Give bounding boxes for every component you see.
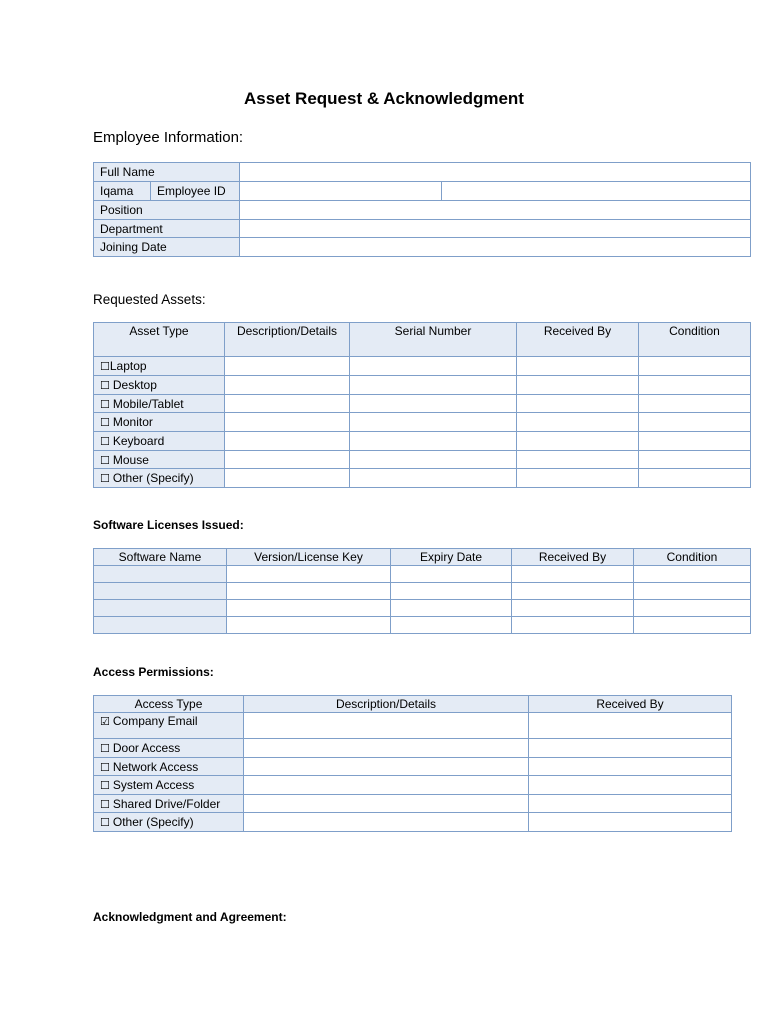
- cell[interactable]: [350, 469, 517, 488]
- cell[interactable]: [350, 432, 517, 451]
- cell[interactable]: [517, 376, 639, 395]
- cell[interactable]: [94, 583, 227, 600]
- asset-keyboard[interactable]: [94, 432, 225, 451]
- col-condition: Condition: [639, 323, 751, 357]
- access-label: Network Access: [112, 759, 199, 774]
- cell[interactable]: [634, 600, 751, 617]
- cell[interactable]: [634, 617, 751, 634]
- iqama-field[interactable]: [240, 182, 442, 201]
- cell[interactable]: [225, 357, 350, 376]
- cell[interactable]: [350, 413, 517, 432]
- cell[interactable]: [244, 758, 529, 776]
- asset-mouse[interactable]: [94, 451, 225, 469]
- cell[interactable]: [512, 583, 634, 600]
- checkbox-icon[interactable]: ☐: [100, 453, 110, 467]
- cell[interactable]: [634, 583, 751, 600]
- cell[interactable]: [350, 357, 517, 376]
- employee-info-table: [93, 162, 751, 257]
- table-row: [94, 617, 751, 634]
- cell[interactable]: [225, 432, 350, 451]
- col-description: Description/Details: [225, 323, 350, 357]
- col-condition: Condition: [634, 549, 751, 566]
- cell[interactable]: [94, 566, 227, 583]
- access-door[interactable]: [94, 739, 244, 758]
- cell[interactable]: [639, 376, 751, 395]
- col-serial-number: Serial Number: [350, 323, 517, 357]
- table-row: [94, 813, 732, 832]
- cell[interactable]: [529, 776, 732, 795]
- access-label: Shared Drive/Folder: [112, 796, 221, 811]
- full-name-field[interactable]: [240, 163, 751, 182]
- table-row: [94, 566, 751, 583]
- cell[interactable]: [227, 617, 391, 634]
- cell[interactable]: [350, 451, 517, 469]
- table-row: [94, 776, 732, 795]
- table-row: [94, 758, 732, 776]
- asset-label: Keyboard: [112, 434, 165, 448]
- cell[interactable]: [512, 600, 634, 617]
- table-row: [94, 469, 751, 488]
- access-permissions-heading: Access Permissions:: [93, 665, 214, 679]
- table-row: [94, 795, 732, 813]
- cell[interactable]: [94, 617, 227, 634]
- access-label: Company Email: [112, 714, 198, 728]
- table-row: [94, 713, 732, 739]
- asset-label: Laptop: [109, 359, 147, 373]
- cell[interactable]: [225, 413, 350, 432]
- col-asset-type: Asset Type: [94, 323, 225, 357]
- cell[interactable]: [227, 566, 391, 583]
- cell[interactable]: [244, 776, 529, 795]
- cell[interactable]: [244, 713, 529, 739]
- cell[interactable]: [225, 469, 350, 488]
- access-system[interactable]: [94, 776, 244, 795]
- checkbox-icon[interactable]: ☐: [100, 435, 110, 448]
- asset-label: Desktop: [112, 378, 157, 392]
- employee-id-field[interactable]: [442, 182, 751, 201]
- iqama-label: Iqama: [94, 182, 151, 201]
- acknowledgment-heading: Acknowledgment and Agreement:: [93, 910, 287, 924]
- cell[interactable]: [227, 583, 391, 600]
- cell[interactable]: [517, 469, 639, 488]
- cell[interactable]: [639, 469, 751, 488]
- col-expiry-date: Expiry Date: [391, 549, 512, 566]
- software-licenses-heading: Software Licenses Issued:: [93, 518, 244, 532]
- col-access-type: Access Type: [94, 696, 244, 713]
- employee-id-label: Employee ID: [151, 182, 240, 201]
- col-description: Description/Details: [244, 696, 529, 713]
- employee-info-heading: Employee Information:: [93, 129, 244, 146]
- access-shared-drive[interactable]: [94, 795, 244, 813]
- col-software-name: Software Name: [94, 549, 227, 566]
- cell[interactable]: [350, 395, 517, 413]
- cell[interactable]: [517, 451, 639, 469]
- cell[interactable]: [517, 395, 639, 413]
- table-row: [94, 376, 751, 395]
- cell[interactable]: [94, 600, 227, 617]
- checkbox-icon[interactable]: ☐: [100, 472, 110, 485]
- access-label: Other (Specify): [112, 815, 194, 829]
- checkbox-icon[interactable]: ☐: [100, 397, 110, 411]
- asset-mobile-tablet[interactable]: [94, 395, 225, 413]
- cell[interactable]: [512, 617, 634, 634]
- cell[interactable]: [225, 451, 350, 469]
- checkbox-icon[interactable]: ☐: [100, 797, 110, 811]
- access-network[interactable]: [94, 758, 244, 776]
- position-field[interactable]: [240, 201, 751, 220]
- col-received-by: Received By: [512, 549, 634, 566]
- cell[interactable]: [529, 713, 732, 739]
- access-permissions-table: [93, 695, 732, 832]
- col-received-by: Received By: [529, 696, 732, 713]
- table-row: [94, 395, 751, 413]
- asset-label: Other (Specify): [112, 471, 194, 485]
- document-title: Asset Request & Acknowledgment: [244, 89, 524, 108]
- cell[interactable]: [391, 583, 512, 600]
- table-row: [94, 583, 751, 600]
- checkbox-checked-icon[interactable]: ☑: [100, 715, 110, 728]
- cell[interactable]: [517, 357, 639, 376]
- cell[interactable]: [639, 357, 751, 376]
- checkbox-icon[interactable]: ☐: [100, 416, 110, 429]
- table-row: [94, 600, 751, 617]
- access-label: System Access: [112, 778, 195, 792]
- col-received-by: Received By: [517, 323, 639, 357]
- checkbox-icon[interactable]: ☐: [100, 760, 110, 774]
- cell[interactable]: [391, 617, 512, 634]
- checkbox-icon[interactable]: ☐: [100, 816, 110, 829]
- cell[interactable]: [639, 451, 751, 469]
- cell[interactable]: [244, 739, 529, 758]
- cell[interactable]: [639, 432, 751, 451]
- cell[interactable]: [512, 566, 634, 583]
- asset-label: Mouse: [112, 452, 149, 467]
- asset-label: Monitor: [112, 415, 153, 429]
- table-row: [94, 739, 732, 758]
- checkbox-icon[interactable]: ☐: [100, 379, 110, 392]
- requested-assets-heading: Requested Assets:: [93, 292, 206, 307]
- col-version-license-key: Version/License Key: [227, 549, 391, 566]
- asset-label: Mobile/Tablet: [112, 396, 184, 411]
- checkbox-icon[interactable]: ☐: [100, 779, 110, 792]
- cell[interactable]: [639, 413, 751, 432]
- cell[interactable]: [529, 758, 732, 776]
- access-label: Door Access: [112, 741, 181, 755]
- joining-date-field[interactable]: [240, 238, 751, 257]
- department-label: Department: [94, 220, 240, 238]
- full-name-label: Full Name: [94, 163, 240, 182]
- asset-laptop[interactable]: [94, 357, 225, 376]
- cell[interactable]: [225, 376, 350, 395]
- access-other[interactable]: [94, 813, 244, 832]
- cell[interactable]: [244, 795, 529, 813]
- asset-monitor[interactable]: [94, 413, 225, 432]
- software-licenses-table: [93, 548, 751, 634]
- asset-other[interactable]: [94, 469, 225, 488]
- department-field[interactable]: [240, 220, 751, 238]
- table-row: [94, 413, 751, 432]
- cell[interactable]: [517, 432, 639, 451]
- cell[interactable]: [227, 600, 391, 617]
- table-row: [94, 451, 751, 469]
- table-row: [94, 357, 751, 376]
- access-company-email[interactable]: [94, 713, 244, 739]
- cell[interactable]: [639, 395, 751, 413]
- position-label: Position: [94, 201, 240, 220]
- cell[interactable]: [391, 566, 512, 583]
- table-row: [94, 432, 751, 451]
- cell[interactable]: [350, 376, 517, 395]
- joining-date-label: Joining Date: [94, 238, 240, 257]
- cell[interactable]: [517, 413, 639, 432]
- cell[interactable]: [529, 795, 732, 813]
- cell[interactable]: [529, 739, 732, 758]
- requested-assets-table: [93, 322, 751, 488]
- checkbox-icon[interactable]: ☐: [100, 360, 110, 373]
- cell[interactable]: [529, 813, 732, 832]
- cell[interactable]: [391, 600, 512, 617]
- cell[interactable]: [244, 813, 529, 832]
- asset-desktop[interactable]: [94, 376, 225, 395]
- checkbox-icon[interactable]: ☐: [100, 742, 110, 755]
- cell[interactable]: [634, 566, 751, 583]
- cell[interactable]: [225, 395, 350, 413]
